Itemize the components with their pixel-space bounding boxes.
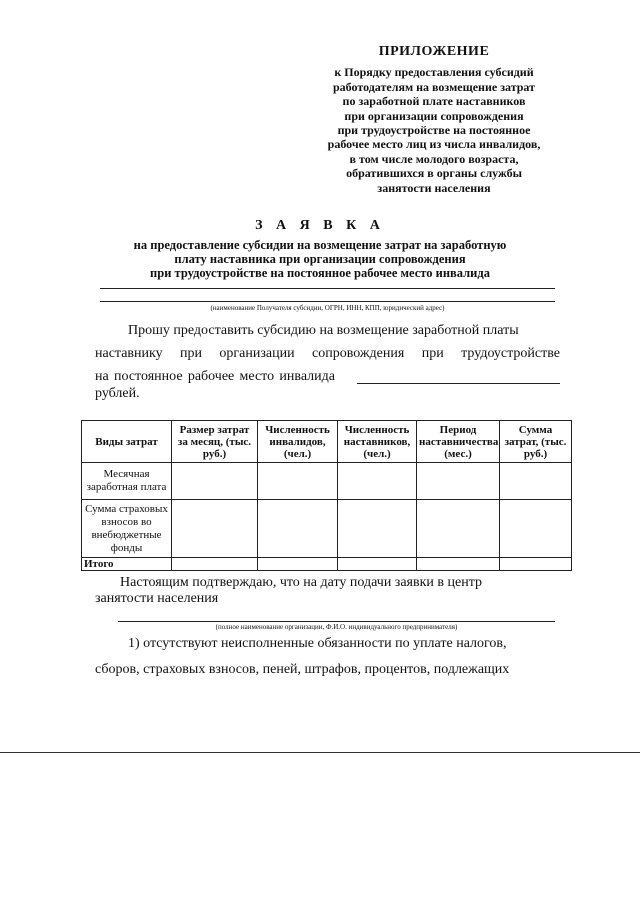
table-cell[interactable]: [172, 463, 258, 500]
table-cell[interactable]: [258, 463, 338, 500]
table-total-row: [82, 558, 572, 571]
word: место: [239, 369, 275, 384]
recipient-caption: (наименование Получателя субсидии, ОГРН, ИНН, КПП, юридический адрес): [210, 304, 445, 312]
word: при: [421, 346, 444, 361]
table-cell[interactable]: [417, 558, 500, 571]
table-cell[interactable]: [172, 558, 258, 571]
table-cell[interactable]: [417, 500, 500, 558]
header-cell: Численность инвалидов, (чел.): [258, 421, 338, 463]
request-line-2: [95, 346, 560, 362]
organization-caption: (полное наименование организации, Ф.И.О. индивидуального предпринимателя): [215, 623, 458, 631]
request-line-1: Прошу предоставить субсидию на возмещение заработной платы: [128, 323, 519, 338]
appendix-block: [288, 45, 580, 195]
row-label: Сумма страховых взносов во внебюджетные фонды: [82, 500, 172, 558]
application-subtitle: [60, 238, 580, 280]
table-cell[interactable]: [338, 500, 417, 558]
word: организации: [219, 346, 295, 361]
table-cell[interactable]: [500, 463, 572, 500]
header-cell: Виды затрат: [82, 421, 172, 463]
row-label: Месячная заработная плата: [82, 463, 172, 500]
appendix-heading: ПРИЛОЖЕНИЕ: [378, 44, 490, 59]
page-bottom-rule: [0, 752, 640, 753]
organization-field-line[interactable]: [118, 621, 555, 622]
item1-line-2: сборов, страховых взносов, пеней, штрафов, процентов, подлежащих: [95, 662, 510, 677]
subtitle-line: на предоставление субсидии на возмещение затрат на заработную: [133, 238, 507, 252]
header-cell: Размер затрат за месяц, (тыс. руб.): [172, 421, 258, 463]
application-title: З А Я В К А: [255, 218, 385, 233]
table-cell[interactable]: [338, 558, 417, 571]
table-row: [82, 500, 572, 558]
appendix-line: работодателям на возмещение затрат: [332, 79, 535, 94]
appendix-line: к Порядку предоставления субсидий: [334, 65, 534, 80]
table-cell[interactable]: [417, 463, 500, 500]
appendix-line: обратившихся в органы службы: [346, 166, 522, 181]
total-label: Итого: [82, 558, 172, 571]
word: наставнику: [95, 346, 163, 361]
appendix-line: по заработной плате наставников: [342, 94, 526, 109]
header-cell: Численность наставников, (чел.): [338, 421, 417, 463]
word: трудоустройстве: [461, 346, 560, 361]
item1-line-1: 1) отсутствуют неисполненные обязанности по уплате налогов,: [128, 636, 507, 651]
word: рабочее: [187, 369, 235, 384]
table-cell[interactable]: [258, 500, 338, 558]
confirmation-line-1: Настоящим подтверждаю, что на дату подачи заявки в центр: [120, 575, 482, 590]
appendix-line: занятости населения: [377, 180, 491, 195]
word: инвалида: [279, 369, 335, 384]
table-cell[interactable]: [172, 500, 258, 558]
appendix-line: при трудоустройстве на постоянное: [337, 123, 531, 138]
amount-field-line[interactable]: [357, 383, 560, 384]
table-cell[interactable]: [258, 558, 338, 571]
word: сопровождения: [312, 346, 405, 361]
recipient-field-line-1[interactable]: [100, 288, 555, 289]
costs-table: [81, 420, 572, 571]
header-cell: Период наставничества (мес.): [417, 421, 500, 463]
confirmation-line-2: занятости населения: [95, 591, 219, 606]
request-line-4: рублей.: [95, 386, 140, 401]
recipient-field-line-2[interactable]: [100, 301, 555, 302]
table-cell[interactable]: [500, 500, 572, 558]
appendix-line: в том числе молодого возраста,: [349, 151, 519, 166]
word: постоянное: [114, 369, 183, 384]
appendix-line: рабочее место лиц из числа инвалидов,: [327, 137, 541, 152]
table-cell[interactable]: [500, 558, 572, 571]
subtitle-line: при трудоустройстве на постоянное рабочее место инвалида: [150, 266, 490, 280]
table-row: [82, 463, 572, 500]
table-header-row: [82, 421, 572, 463]
table-cell[interactable]: [338, 463, 417, 500]
word: на: [95, 369, 109, 384]
appendix-line: при организации сопровождения: [344, 108, 524, 123]
word: при: [180, 346, 203, 361]
subtitle-line: плату наставника при организации сопровождения: [174, 252, 466, 266]
header-cell: Сумма затрат, (тыс. руб.): [500, 421, 572, 463]
